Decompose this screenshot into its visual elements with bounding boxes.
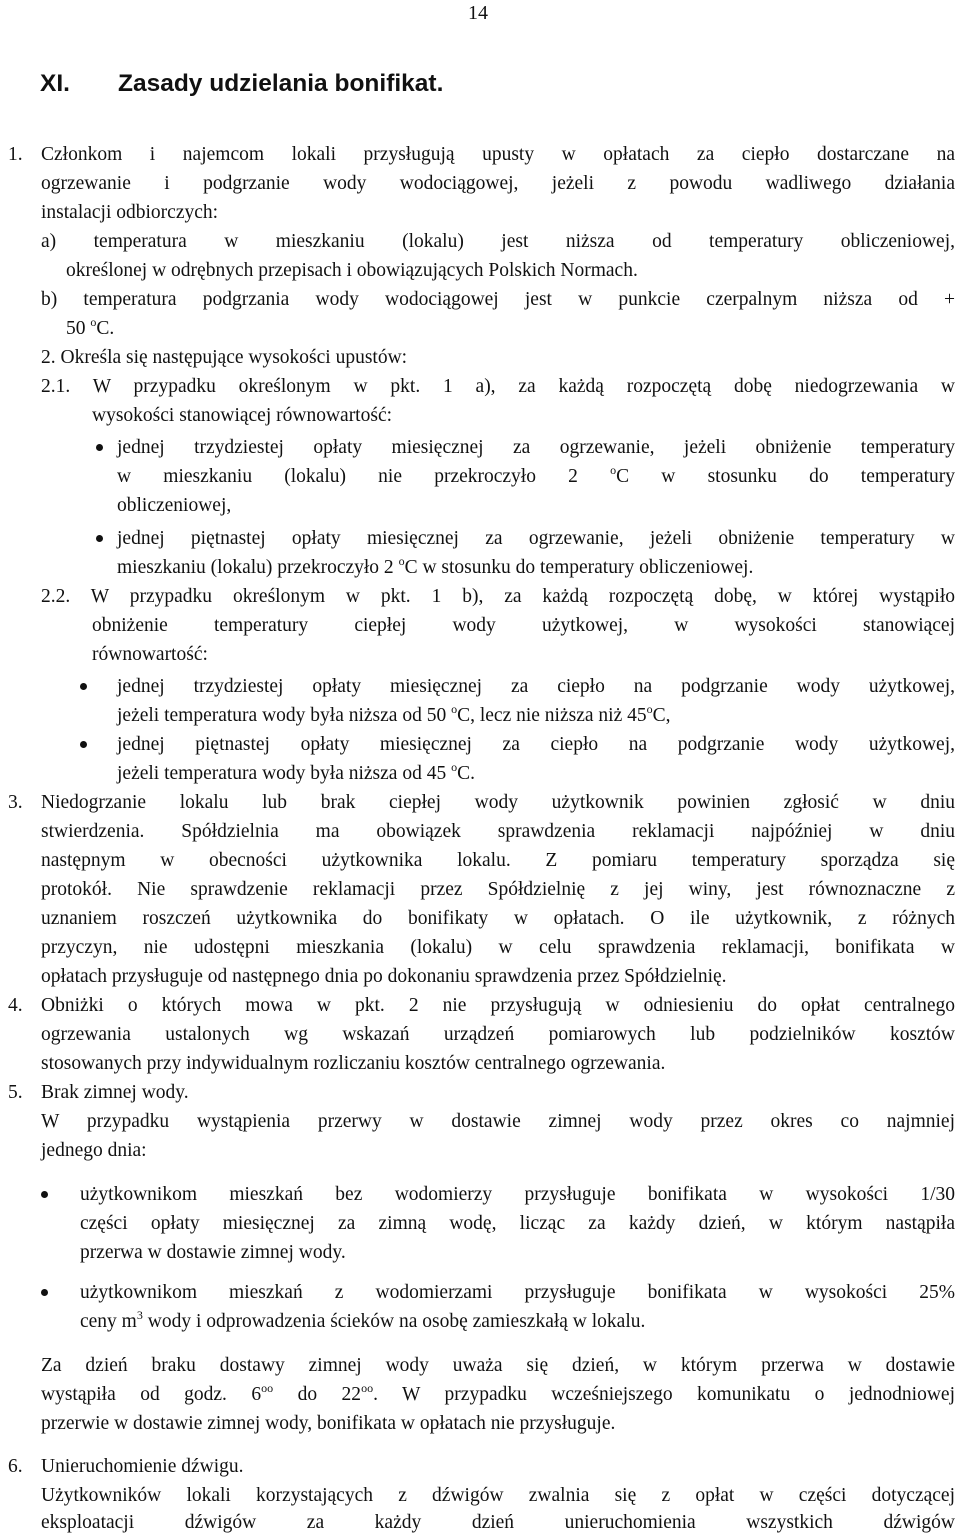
bullet-icon bbox=[80, 683, 87, 690]
item-6-title: Unieruchomienie dźwigu. bbox=[41, 1456, 244, 1477]
item-2-2-line-3: równowartość: bbox=[92, 644, 208, 665]
bullet-5-a-line-2: części opłaty miesięcznej za zimną wodę, licząc za każdy dzień, w którym nastąpiła bbox=[80, 1213, 955, 1234]
bullet-2-2-a-line-1: jednej trzydziestej opłaty miesięcznej za ciepło na podgrzanie wody użytkowej, bbox=[117, 676, 955, 697]
bullet-5-b-line-1: użytkownikom mieszkań z wodomierzami przysługuje bonifikata w wysokości 25% bbox=[80, 1282, 955, 1303]
section-heading bbox=[40, 70, 443, 98]
bullet-2-2-a-line-2: jeżeli temperatura wody była niższa od 50 $^o$C, lecz nie niższa niż 45$^o$C, bbox=[117, 701, 671, 726]
item-5-note-line-1: Za dzień braku dostawy zimnej wody uważa się dzień, w którym przerwa w dostawie bbox=[41, 1355, 955, 1376]
bullet-2-1-a-line-1: jednej trzydziestej opłaty miesięcznej za ogrzewanie, jeżeli obniżenie temperatury bbox=[117, 437, 955, 458]
item-3-line-3: następnym w obecności użytkownika lokalu. Z pomiaru temperatury sporządza się bbox=[41, 850, 955, 871]
item-3-line-4: protokół. Nie sprawdzenie reklamacji przez Spółdzielnię z jej winy, jest równoznaczne z bbox=[41, 879, 955, 900]
item-5-note-line-3: przerwie w dostawie zimnej wody, bonifikata w opłatach nie przysługuje. bbox=[41, 1413, 616, 1434]
item-2-1-line-1: 2.1. W przypadku określonym w pkt. 1 a), za każdą rozpoczętą dobę niedogrzewania w bbox=[41, 376, 955, 397]
bullet-2-1-a-line-3: obliczeniowej, bbox=[117, 495, 232, 516]
item-4-line-1: Obniżki o których mowa w pkt. 2 nie przysługują w odniesieniu do opłat centralnego bbox=[41, 995, 955, 1016]
bullet-2-1-b-line-1: jednej piętnastej opłaty miesięcznej za ogrzewanie, jeżeli obniżenie temperatury w bbox=[117, 528, 955, 549]
item-1a-line-2: określonej w odrębnych przepisach i obowiązujących Polskich Normach. bbox=[66, 260, 638, 281]
item-1-number: 1. bbox=[8, 144, 23, 165]
item-2-1-line-2: wysokości stanowiącej równowartość: bbox=[92, 405, 393, 426]
item-3-line-5: uznaniem roszczeń użytkownika do bonifikaty w opłatach. O ile użytkownik, z różnych bbox=[41, 908, 955, 929]
item-6-line-2: eksploatacji dźwigów za każdy dzień unieruchomienia wszystkich dźwigów bbox=[41, 1512, 955, 1533]
item-4-line-2: ogrzewania ustalonych wg wskazań urządzeń pomiarowych lub podzielników kosztów bbox=[41, 1024, 955, 1045]
item-3-line-6: przyczyn, nie udostępni mieszkania (lokalu) w celu sprawdzenia reklamacji, bonifikata w bbox=[41, 937, 955, 958]
bullet-2-1-a-line-2: w mieszkaniu (lokalu) nie przekroczyło 2 $^o$C w stosunku do temperatury bbox=[117, 462, 956, 487]
item-3-number: 3. bbox=[8, 792, 23, 813]
item-5-line-1: W przypadku wystąpienia przerwy w dostawie zimnej wody przez okres co najmniej bbox=[41, 1111, 955, 1132]
heading-number: XI. bbox=[40, 70, 70, 97]
item-3-line-7: opłatach przysługuje od następnego dnia po dokonaniu sprawdzenia przez Spółdzielnię. bbox=[41, 966, 727, 987]
bullet-icon bbox=[80, 741, 87, 748]
bullet-icon bbox=[96, 535, 103, 542]
item-5-number: 5. bbox=[8, 1082, 23, 1103]
item-1-line-3: instalacji odbiorczych: bbox=[41, 202, 219, 223]
bullet-5-b-line-2: ceny $m^3$ wody i odprowadzenia ścieków na osobę zamieszkałą w lokalu. bbox=[80, 1307, 646, 1332]
heading-title: Zasady udzielania bonifikat. bbox=[118, 70, 444, 97]
bullet-icon bbox=[41, 1191, 48, 1198]
item-1b-line-2: 50 $^o$C. bbox=[66, 314, 115, 339]
bullet-5-a-line-1: użytkownikom mieszkań bez wodomierzy przysługuje bonifikata w wysokości 1/30 bbox=[80, 1184, 955, 1205]
bullet-2-1-b-line-2: mieszkaniu (lokalu) przekroczyło 2 $^o$C w stosunku do temperatury obliczeniowej. bbox=[117, 553, 754, 578]
item-2-heading: 2. Określa się następujące wysokości upustów: bbox=[41, 347, 408, 368]
item-1-line-1: Członkom i najemcom lokali przysługują upusty w opłatach za ciepło dostarczane na bbox=[41, 144, 955, 165]
item-1a-line-1: a) temperatura w mieszkaniu (lokalu) jest niższa od temperatury obliczeniowej, bbox=[41, 231, 955, 252]
item-5-title: Brak zimnej wody. bbox=[41, 1082, 189, 1103]
page-number: 14 bbox=[468, 2, 488, 24]
bullet-2-2-b-line-2: jeżeli temperatura wody była niższa od 45 $^o$C. bbox=[117, 759, 475, 784]
item-2-2-line-2: obniżenie temperatury ciepłej wody użytkowej, w wysokości stanowiącej bbox=[92, 615, 955, 636]
item-3-line-1: Niedogrzanie lokalu lub brak ciepłej wody użytkownik powinien zgłosić w dniu bbox=[41, 792, 955, 813]
item-5-line-2: jednego dnia: bbox=[41, 1140, 147, 1161]
bullet-icon bbox=[96, 444, 103, 451]
item-2-2-line-1: 2.2. W przypadku określonym w pkt. 1 b), za każdą rozpoczętą dobę, w której wystąpiło bbox=[41, 586, 955, 607]
item-1b-line-1: b) temperatura podgrzania wody wodociągowej jest w punkcie czerpalnym niższa od + bbox=[41, 289, 955, 310]
bullet-5-a-line-3: przerwa w dostawie zimnej wody. bbox=[80, 1242, 346, 1263]
item-6-line-1: Użytkowników lokali korzystających z dźwigów zwalnia się z opłat w części dotyczącej bbox=[41, 1485, 955, 1506]
item-4-line-3: stosowanych przy indywidualnym rozliczaniu kosztów centralnego ogrzewania. bbox=[41, 1053, 666, 1074]
item-4-number: 4. bbox=[8, 995, 23, 1016]
item-3-line-2: stwierdzenia. Spółdzielnia ma obowiązek sprawdzenia reklamacji najpóźniej w dniu bbox=[41, 821, 955, 842]
item-5-note-line-2: wystąpiła od godz. $6^{oo}$ do $22^{oo}$. W przypadku wcześniejszego komunikatu o jednodniowej bbox=[41, 1380, 956, 1405]
item-6-number: 6. bbox=[8, 1456, 23, 1477]
item-1-line-2: ogrzewanie i podgrzanie wody wodociągowej, jeżeli z powodu wadliwego działania bbox=[41, 173, 955, 194]
bullet-2-2-b-line-1: jednej piętnastej opłaty miesięcznej za ciepło na podgrzanie wody użytkowej, bbox=[117, 734, 955, 755]
bullet-icon bbox=[41, 1289, 48, 1296]
